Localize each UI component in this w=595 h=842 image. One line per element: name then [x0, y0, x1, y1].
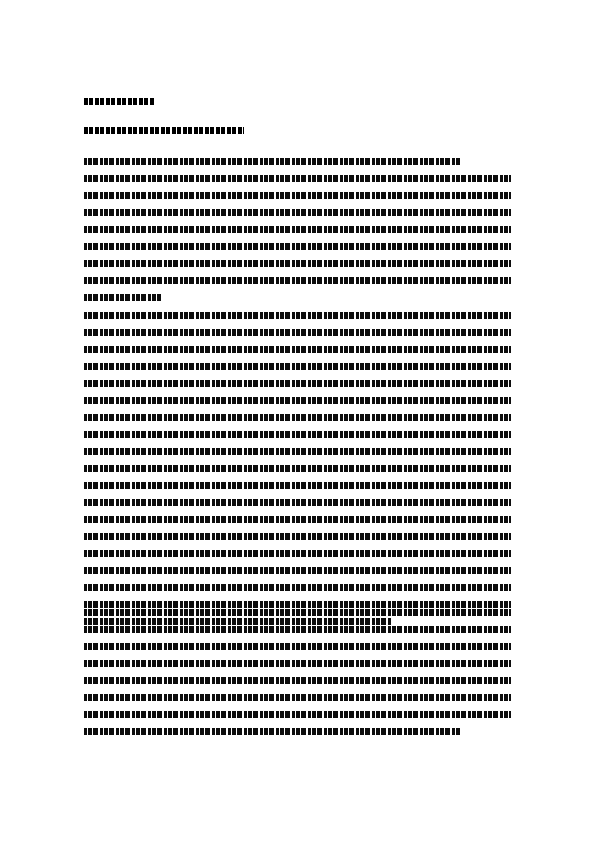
text-line	[84, 380, 511, 387]
text-line	[84, 728, 460, 735]
text-line	[84, 584, 511, 591]
text-line	[84, 516, 511, 523]
text-line	[84, 346, 511, 353]
text-line	[84, 499, 511, 506]
text-line	[84, 294, 161, 301]
text-line	[84, 277, 511, 284]
text-line	[84, 397, 511, 404]
text-line	[84, 711, 511, 718]
text-line	[84, 482, 511, 489]
paragraph-1	[84, 158, 511, 311]
text-line	[84, 192, 511, 199]
text-line	[84, 643, 511, 650]
document-header	[84, 98, 154, 105]
text-line	[84, 175, 511, 182]
document-subheading	[84, 127, 244, 134]
text-line	[84, 660, 511, 667]
text-line	[84, 158, 460, 165]
text-line	[84, 448, 511, 455]
text-line	[84, 677, 511, 684]
text-line	[84, 414, 511, 421]
text-line	[84, 209, 511, 216]
text-line	[84, 243, 511, 250]
text-line	[84, 465, 511, 472]
text-line	[84, 533, 511, 540]
text-line	[84, 226, 511, 233]
paragraph-3	[84, 609, 511, 745]
text-line	[84, 601, 511, 608]
text-line	[84, 312, 511, 319]
paragraph-2	[84, 312, 511, 635]
text-line	[84, 363, 511, 370]
text-line	[84, 626, 511, 633]
text-line	[84, 431, 511, 438]
text-line	[84, 329, 511, 336]
text-line	[84, 694, 511, 701]
text-line	[84, 550, 511, 557]
text-line	[84, 567, 511, 574]
text-line	[84, 609, 511, 616]
text-line	[84, 260, 511, 267]
